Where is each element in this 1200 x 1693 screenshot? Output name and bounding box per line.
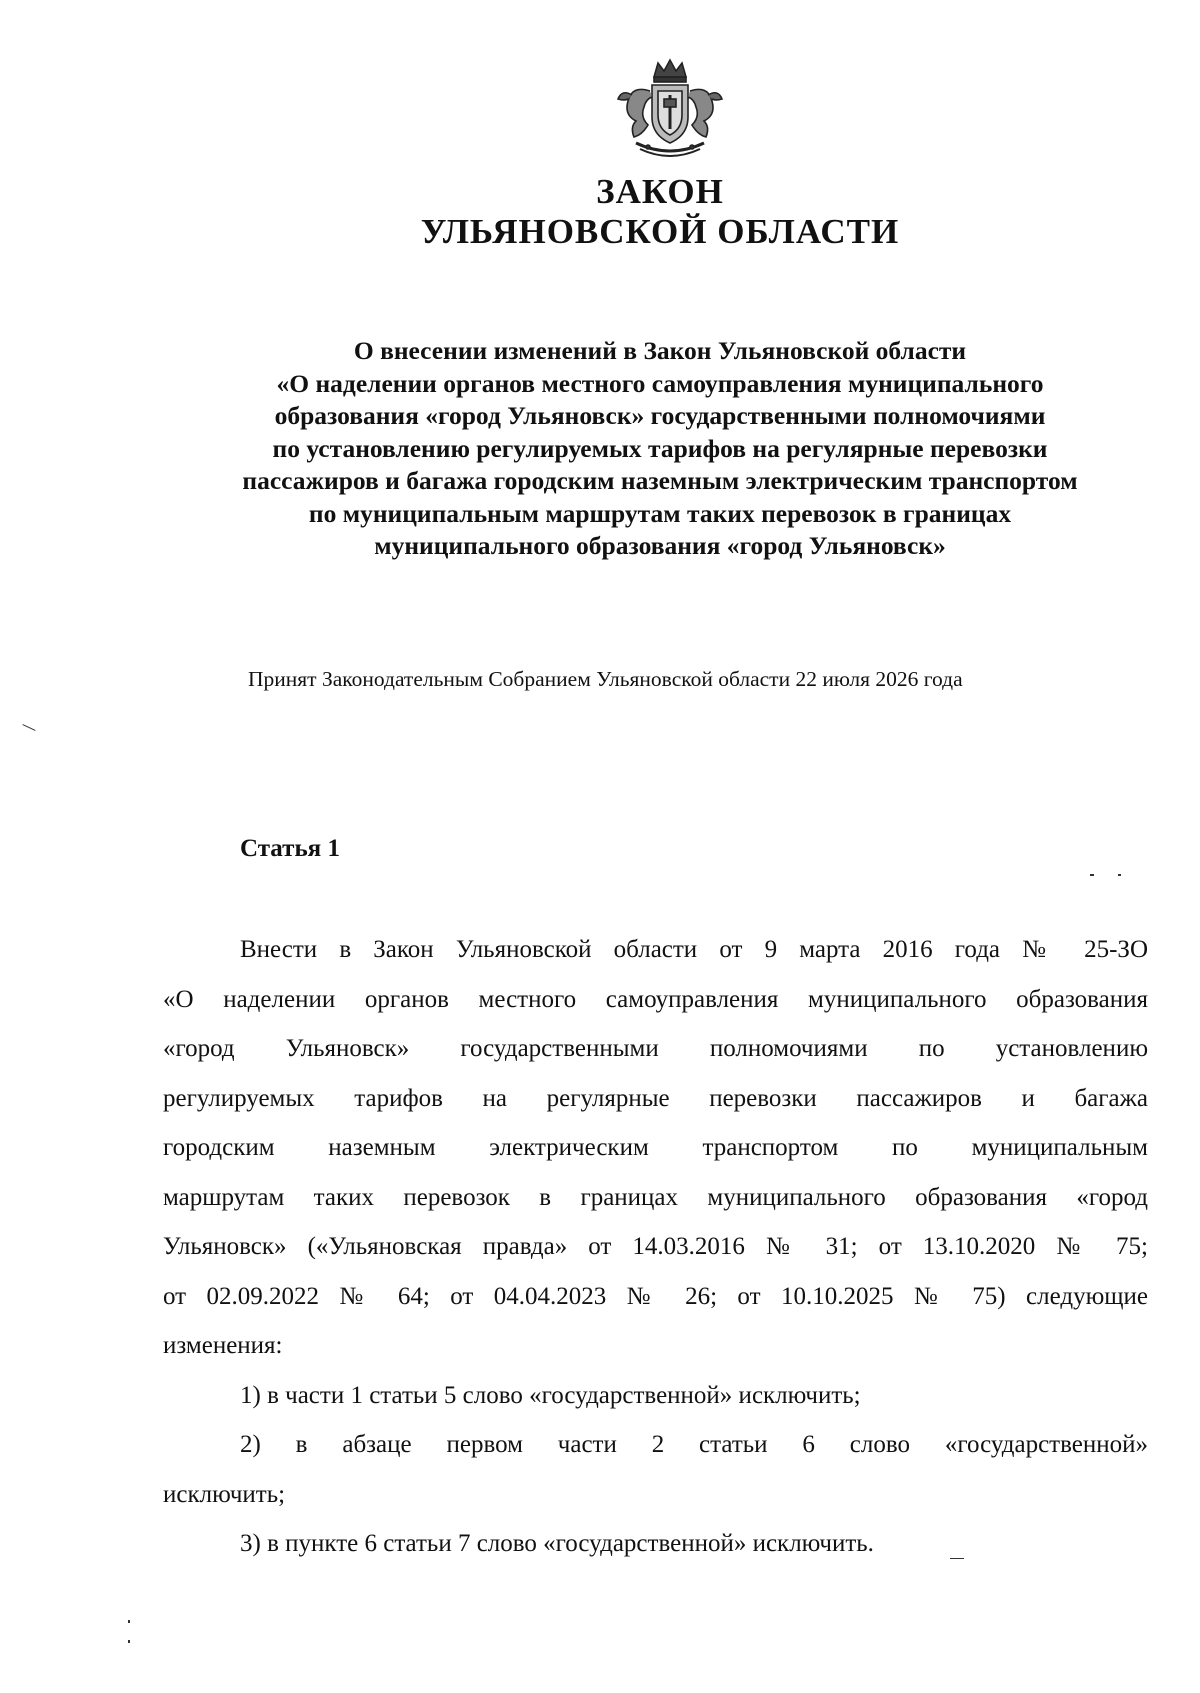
law-title-line1: ЗАКОН <box>596 172 724 211</box>
body-line: Внести в Закон Ульяновской области от 9 марта 2016 года № 25-ЗО <box>240 936 1148 963</box>
adoption-statement: Принят Законодательным Собранием Ульяновской области 22 июля 2026 года <box>248 667 963 691</box>
list-item-1: 1) в части 1 статьи 5 слово «государственной» исключить; <box>240 1381 861 1409</box>
list-item-2-line2: исключить; <box>163 1480 286 1508</box>
body-line: Ульяновск» («Ульяновская правда» от 14.03.2016 № 31; от 13.10.2020 № 75; <box>163 1233 1148 1260</box>
scan-speck <box>22 724 35 731</box>
body-line: «город Ульяновск» государственными полномочиями по установлению <box>163 1035 1148 1062</box>
body-line: от 02.09.2022 № 64; от 04.04.2023 № 26; от 10.10.2025 № 75) следующие <box>163 1282 1148 1310</box>
body-line: маршрутам таких перевозок в границах муниципального образования «город <box>163 1183 1148 1211</box>
scan-speck <box>128 1640 130 1643</box>
body-line: регулируемых тарифов на регулярные перевозки пассажиров и багажа <box>163 1084 1148 1112</box>
scan-speck <box>950 1558 964 1559</box>
body-line: изменения: <box>163 1332 283 1359</box>
coat-of-arms-emblem <box>610 55 730 165</box>
scan-speck <box>1118 874 1121 876</box>
article-body <box>163 925 1148 1569</box>
law-subject-title <box>190 335 1130 563</box>
scan-speck <box>1090 874 1094 876</box>
subject-line: «О наделении органов местного самоуправления муниципального <box>276 368 1044 398</box>
body-line: «О наделении органов местного самоуправления муниципального образования <box>163 985 1148 1013</box>
subject-line: по установлению регулируемых тарифов на регулярные перевозки <box>272 433 1048 463</box>
subject-line: муниципального образования «город Ульяновск» <box>374 531 946 560</box>
subject-line: образования «город Ульяновск» государственными полномочиями <box>274 401 1046 430</box>
subject-line: по муниципальным маршрутам таких перевозок в границах <box>308 498 1012 528</box>
article-heading: Статья 1 <box>240 835 340 862</box>
list-item-3: 3) в пункте 6 статьи 7 слово «государственной» исключить. <box>240 1530 874 1557</box>
list-item-2-line1: 2) в абзаце первом части 2 статьи 6 слово «государственной» <box>240 1431 1148 1458</box>
subject-line: пассажиров и багажа городским наземным электрическим транспортом <box>242 466 1078 495</box>
scan-speck <box>128 1620 130 1623</box>
body-line: городским наземным электрическим транспортом по муниципальным <box>163 1134 1148 1161</box>
law-title-line2: УЛЬЯНОВСКОЙ ОБЛАСТИ <box>420 212 900 251</box>
subject-line: О внесении изменений в Закон Ульяновской области <box>353 336 967 365</box>
